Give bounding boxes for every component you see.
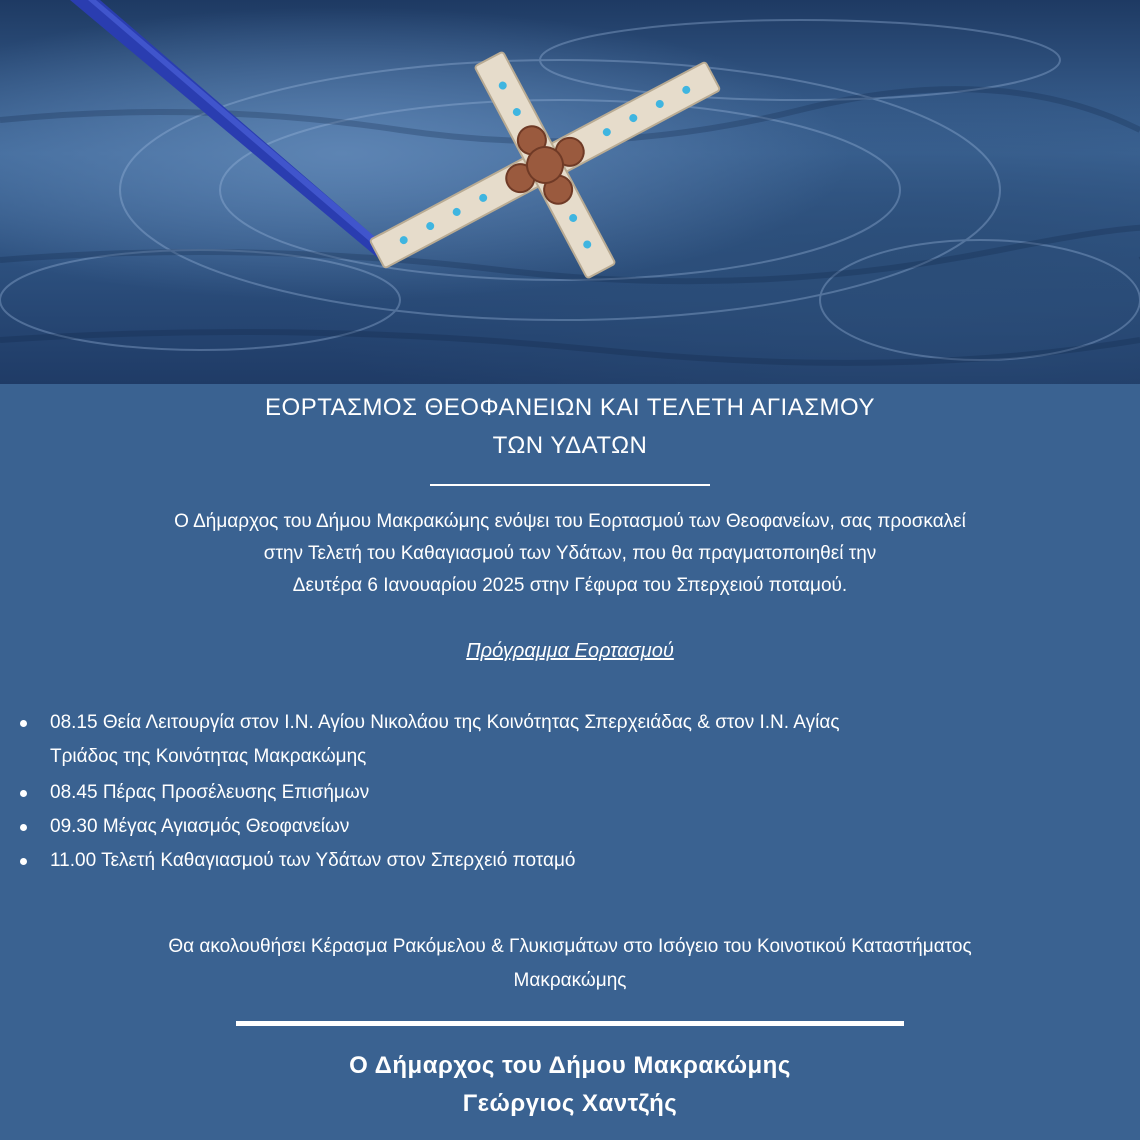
ribbon [70,0,390,258]
program-heading: Πρόγραμμα Εορτασμού [466,640,674,662]
intro-line-2: στην Τελετή του Καθαγιασμού των Υδάτων, που θα πραγματοποιηθεί την [263,543,877,564]
schedule-item [50,844,1110,878]
invitation-panel [0,384,1140,1140]
schedule-item [50,776,1110,810]
signature-title: Ο Δήμαρχος του Δήμου Μακρακώμης [349,1052,791,1079]
closing-line-2: Μακρακώμης [513,970,627,991]
schedule-item-text: 09.30 Μέγας Αγιασμός Θεοφανείων [50,816,350,837]
bullet-icon [20,790,27,797]
schedule-item [50,810,1110,844]
closing-line-1: Θα ακολουθήσει Κέρασμα Ρακόμελου & Γλυκισμάτων στο Ισόγειο του Κοινοτικού Καταστήματος [168,936,972,957]
signature-name: Γεώργιος Χαντζής [462,1090,678,1117]
title-divider [430,484,710,486]
bullet-icon [20,858,27,865]
schedule-item-text: 08.45 Πέρας Προσέλευσης Επισήμων [50,782,370,803]
bullet-icon [20,824,27,831]
intro-line-3: Δευτέρα 6 Ιανουαρίου 2025 στην Γέφυρα του Σπερχειού ποταμού. [292,575,848,596]
cross-illustration [321,0,769,360]
title-line-2: ΤΩΝ ΥΔΑΤΩΝ [492,432,648,459]
schedule-item [50,706,1110,774]
schedule-item-text-continued: Τριάδος της Κοινότητας Μακρακώμης [50,746,367,767]
intro-line-1: Ο Δήμαρχος του Δήμου Μακρακώμης ενόψει του Εορτασμού των Θεοφανείων, σας προσκαλεί [174,511,966,532]
schedule-item-text: 08.15 Θεία Λειτουργία στον Ι.Ν. Αγίου Νικολάου της Κοινότητας Σπερχειάδας & στον Ι.Ν. Αγίας [50,712,840,733]
title-line-1: ΕΟΡΤΑΣΜΟΣ ΘΕΟΦΑΝΕΙΩΝ ΚΑΙ ΤΕΛΕΤΗ ΑΓΙΑΣΜΟΥ [265,394,875,421]
water-scene-illustration [0,0,1140,384]
schedule-item-text: 11.00 Τελετή Καθαγιασμού των Υδάτων στον Σπερχειό ποταμό [50,850,576,871]
bullet-icon [20,720,27,727]
signature-divider [236,1021,904,1026]
header-photo-cross-in-water [0,0,1140,384]
